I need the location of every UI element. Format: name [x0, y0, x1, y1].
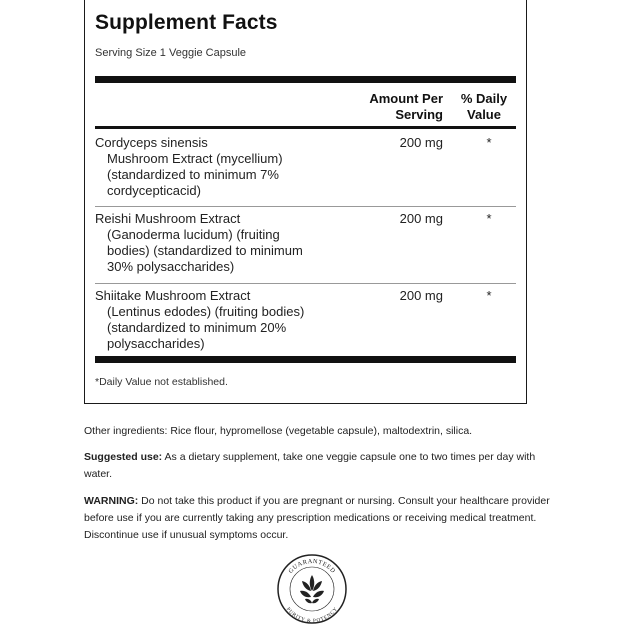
daily-value-footnote: *Daily Value not established. [95, 376, 228, 388]
ingredient-name-main: Reishi Mushroom Extract [95, 211, 241, 226]
ingredient-amount: 200 mg [399, 211, 443, 226]
header-amount-line2: Serving [395, 107, 443, 122]
seal-bottom-text: PURITY & POTENCY [284, 606, 340, 625]
ingredient-name-sub: Mushroom Extract (mycellium) [107, 151, 283, 166]
ingredient-dv: * [486, 211, 492, 226]
suggested-use [84, 449, 554, 483]
ingredient-name-sub: 30% polysaccharides) [107, 259, 235, 274]
serving-size: Serving Size 1 Veggie Capsule [95, 47, 247, 59]
supplement-facts-panel [84, 0, 527, 404]
ingredient-dv: * [486, 288, 492, 303]
suggested-use-label: Suggested use: [84, 451, 163, 463]
ingredient-name-main: Cordyceps sinensis [95, 135, 208, 150]
top-divider [95, 76, 516, 83]
ingredient-name-sub: polysaccharides) [107, 336, 205, 351]
header-daily-value [453, 91, 515, 123]
header-amount-line1: Amount Per [369, 91, 443, 106]
seal-top-text: GUARANTEED [287, 557, 337, 575]
ingredient-name-sub: bodies) (standardized to minimum [107, 243, 303, 258]
warning [84, 493, 554, 544]
warning-label: WARNING: [84, 495, 139, 507]
ingredient-name-sub: (standardized to minimum 20% [107, 320, 287, 335]
bottom-divider [95, 356, 516, 363]
ingredient-name-sub: (Lentinus edodes) (fruiting bodies) [107, 304, 305, 319]
ingredient-name-sub: (Ganoderma lucidum) (fruiting [107, 227, 280, 242]
panel-title: Supplement Facts [95, 11, 278, 34]
warning-text: Do not take this product if you are pregnant or nursing. Consult your healthcare provider before use if you are currently taking any prescription medications or receiving medical treatment. Discontinue use if unusual symptoms occur. [84, 495, 550, 541]
header-dv-line2: Value [467, 107, 501, 122]
row-divider [95, 283, 516, 284]
header-amount-per-serving [343, 91, 443, 123]
guarantee-seal-icon [276, 553, 348, 625]
other-ingredients: Other ingredients: Rice flour, hypromellose (vegetable capsule), maltodextrin, silica. [84, 425, 473, 437]
ingredient-name-sub: (standardized to minimum 7% [107, 167, 279, 182]
ingredient-name-sub: cordycepticacid) [107, 183, 201, 198]
header-dv-line1: % Daily [460, 91, 508, 106]
ingredient-amount: 200 mg [399, 288, 443, 303]
ingredient-amount: 200 mg [399, 135, 443, 150]
ingredient-name-main: Shiitake Mushroom Extract [95, 288, 251, 303]
ingredient-dv: * [486, 135, 492, 150]
suggested-use-text: As a dietary supplement, take one veggie capsule one to two times per day with water. [84, 451, 536, 480]
header-divider [95, 126, 516, 129]
row-divider [95, 206, 516, 207]
